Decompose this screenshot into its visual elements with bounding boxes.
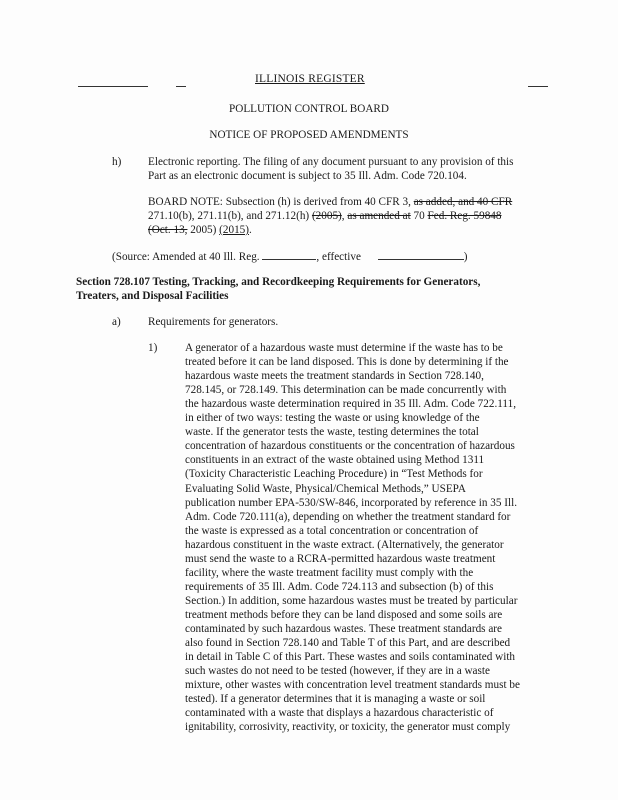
header-rule-right — [528, 86, 548, 87]
section-heading-line-2: Treaters, and Disposal Facilities — [76, 290, 229, 302]
item-a-label: a) — [112, 316, 121, 328]
item-1-line: treatment methods before they can be land disposed and some soils are — [185, 609, 503, 621]
board-note-line-2 — [148, 210, 502, 222]
item-h-line-2: Part as an electronic document is subject to 35 Ill. Adm. Code 720.104. — [148, 170, 467, 182]
deleted-text: as amended at — [347, 210, 411, 222]
board-note-line-3 — [148, 224, 252, 236]
item-1-line: Adm. Code 720.111(a), depending on whether the treatment standard for — [185, 510, 511, 523]
item-1-line: mixture, other wastes with concentration level treatment standards must be — [185, 679, 520, 692]
item-1-line: contaminated by such hazardous wastes. These treatment standards are — [185, 623, 502, 635]
item-1-line: publication number EPA-530/SW-846, incorporated by reference in 35 Ill. — [185, 496, 518, 509]
added-text: (2015) — [219, 224, 249, 236]
source-text: (Source: Amended at 40 Ill. Reg. — [112, 251, 263, 263]
board-note-text: 2005) — [187, 224, 220, 236]
source-text: , effective — [316, 251, 364, 263]
item-1-line: (Toxicity Characteristic Leaching Procedure) in “Test Methods for — [185, 468, 483, 481]
item-1-line: ignitability, corrosivity, reactivity, or toxicity, the generator must comply — [185, 721, 511, 734]
item-1-line: such wastes do not need to be tested (however, if they are in a waste — [185, 665, 490, 678]
header-rule-left — [78, 86, 148, 87]
source-line — [112, 250, 467, 263]
item-1-line: in detail in Table C of this Part. These wastes and soils contaminated with — [185, 651, 516, 664]
effective-date-blank — [378, 250, 464, 260]
item-1-line: Evaluating Solid Waste, Physical/Chemical Methods,” USEPA — [185, 482, 466, 495]
item-1-line: requirements of 35 Ill. Adm. Code 724.113 and subsection (b) of this — [185, 580, 494, 593]
item-1-line: tested). If a generator determines that it is managing a waste or soil — [185, 693, 486, 706]
item-1-line: the hazardous waste determination required in 35 Ill. Adm. Code 722.111, — [185, 398, 516, 411]
item-1-line: also found in Section 728.140 and Table T of this Part, and are described — [185, 637, 511, 649]
item-h-line-1: Electronic reporting. The filing of any document pursuant to any provision of this — [148, 156, 514, 168]
item-1-line: must send the waste to a RCRA-permitted hazardous waste treatment — [185, 552, 496, 565]
item-h-label: h) — [112, 156, 122, 168]
item-1-line: in either of two ways: testing the waste or using knowledge of the — [185, 412, 480, 425]
item-a-text: Requirements for generators. — [148, 316, 279, 328]
item-1-line: constituents in an extract of the waste obtained using Method 1311 — [185, 454, 485, 467]
item-1-line: A generator of a hazardous waste must determine if the waste has to be — [185, 342, 503, 354]
item-1-line: 728.145, or 728.149. This determination can be made concurrently with — [185, 384, 507, 397]
deleted-text: as added, and 40 CFR — [413, 196, 513, 208]
item-1-line: Section.) In addition, some hazardous wastes must be treated by particular — [185, 594, 518, 607]
deleted-text: (Oct. 13, — [148, 224, 188, 236]
board-note-text: , — [341, 210, 348, 222]
section-heading-line-1: Section 728.107 Testing, Tracking, and Recordkeeping Requirements for Generators, — [76, 276, 481, 288]
board-note-text: . — [249, 224, 252, 236]
item-1-line: treated before it can be land disposed. This is done by determining if the — [185, 356, 509, 369]
item-1-line: the waste is expressed as a total concentration or concentration of — [185, 524, 479, 537]
item-1-label: 1) — [148, 342, 158, 354]
register-page-blank — [262, 250, 316, 260]
item-1-line: facility, where the waste treatment facility must comply with the — [185, 566, 474, 579]
notice-title: NOTICE OF PROPOSED AMENDMENTS — [209, 129, 409, 141]
board-note-text: BOARD NOTE: Subsection (h) is derived from 40 CFR 3, — [148, 196, 414, 208]
item-1-line: contaminated with a waste that displays a hazardous characteristic of — [185, 707, 494, 720]
board-note-line-1 — [148, 196, 512, 208]
deleted-text: Fed. Reg. 59848 — [427, 210, 502, 222]
header-rule-mid — [176, 86, 186, 87]
board-note-text: 271.10(b), 271.11(b), and 271.12(h) — [148, 210, 312, 222]
item-1-line: hazardous constituent in the waste extract. (Alternatively, the generator — [185, 538, 504, 551]
item-1-line: waste. If the generator tests the waste, testing determines the total — [185, 426, 479, 439]
item-1-line: hazardous waste meets the treatment standards in Section 728.140, — [185, 370, 484, 383]
item-1-line: concentration of hazardous constituents or the concentration of hazardous — [185, 440, 515, 453]
source-text: ) — [463, 251, 468, 263]
deleted-text: (2005) — [311, 210, 342, 222]
board-note-text: 70 — [410, 210, 428, 222]
board-name: POLLUTION CONTROL BOARD — [229, 103, 389, 115]
register-title: ILLINOIS REGISTER — [255, 73, 365, 85]
